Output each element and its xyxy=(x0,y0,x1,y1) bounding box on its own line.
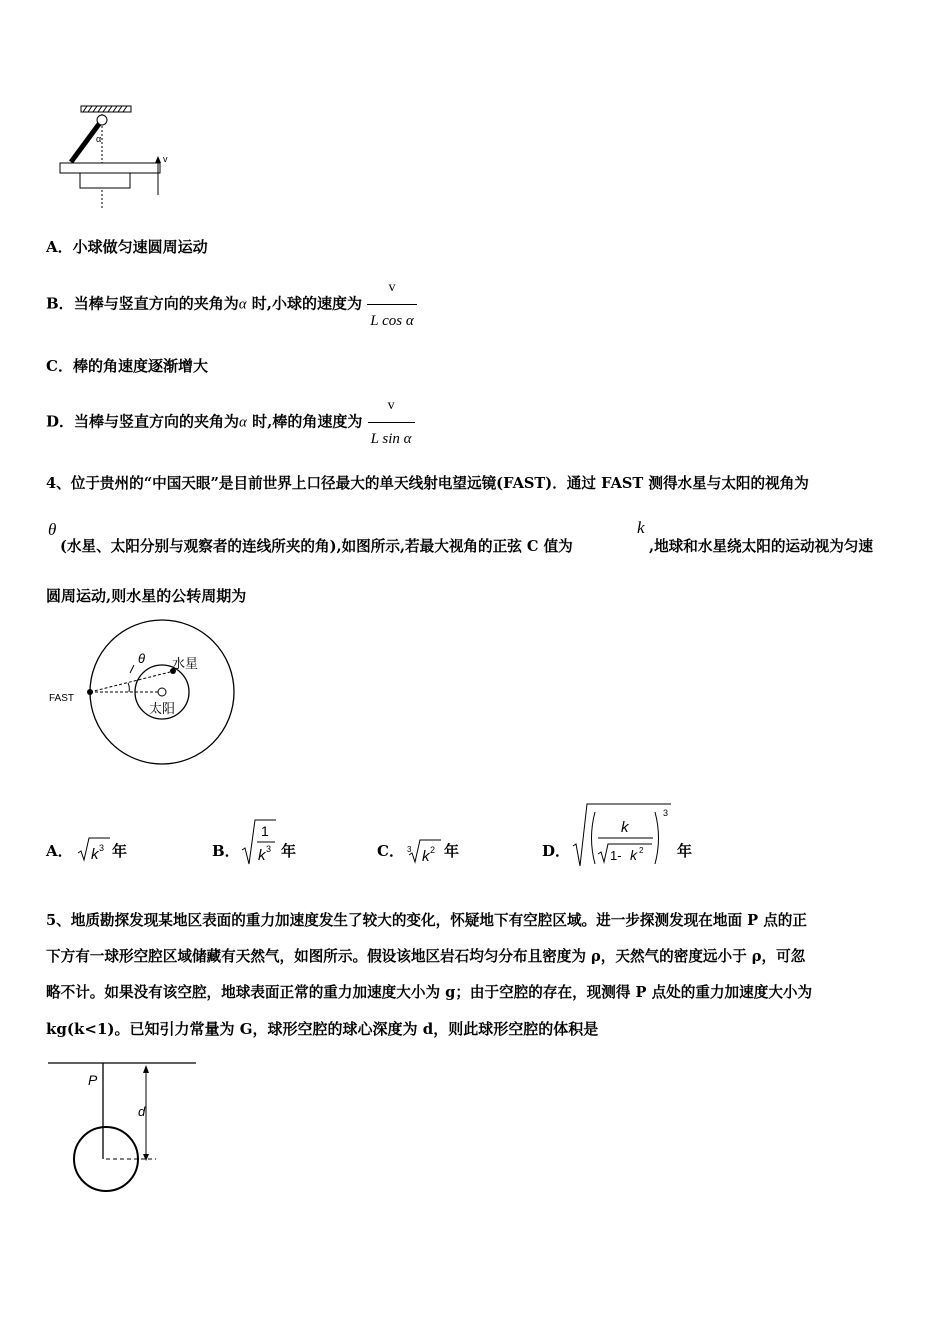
option-text: 小球做匀速圆周运动 xyxy=(72,238,208,256)
option-label: D． xyxy=(542,842,571,860)
option-label: B． xyxy=(46,294,74,313)
alpha-symbol: α xyxy=(239,414,247,431)
svg-text:2: 2 xyxy=(639,846,644,855)
q5-line3: 略不计。如果没有该空腔，地球表面正常的重力加速度大小为 g；由于空腔的存在，现测得 P 点处的重力加速度大小为 xyxy=(46,984,813,1001)
fast-label: FAST xyxy=(49,693,75,704)
option-a-expr xyxy=(76,834,112,866)
svg-text:k: k xyxy=(422,848,430,865)
option-label: A． xyxy=(46,238,73,256)
theta-symbol: θ xyxy=(48,520,57,539)
option-d-unit: 年 xyxy=(677,842,693,860)
q3-option-a xyxy=(46,236,208,257)
svg-text:k: k xyxy=(258,847,266,864)
option-label: B． xyxy=(212,842,240,860)
option-c-unit: 年 xyxy=(444,842,460,860)
k-symbol: k xyxy=(637,518,645,537)
svg-text:k: k xyxy=(630,847,637,863)
q4-stem-line3: 圆周运动,则水星的公转周期为 xyxy=(46,587,247,605)
option-label: C． xyxy=(46,357,73,375)
q5-line4: kg(k<1)。已知引力常量为 G，球形空腔的球心深度为 d，则此球形空腔的体积是 xyxy=(46,1020,599,1038)
q4-option-b xyxy=(212,840,240,861)
svg-text:3: 3 xyxy=(266,844,272,854)
q3-option-b: B．当棒与竖直方向的夹角为α 时,小球的速度为 $\frac{v}{\text{L cos α}}$ xyxy=(46,272,417,337)
svg-text:2: 2 xyxy=(430,845,436,855)
q5-line1: 5、地质勘探发现某地区表面的重力加速度发生了较大的变化，怀疑地下有空腔区域。进一步探测发现在地面 P 点的正 xyxy=(46,912,807,929)
svg-text:3: 3 xyxy=(407,845,412,854)
q5-line2: 下方有一球形空腔区域储藏有天然气，如图所示。假设该地区岩石均匀分布且密度为 ρ，天然气的密度远小于 ρ，可忽 xyxy=(46,948,806,965)
fraction-v-over-lcos: $\frac{v}{\text{L cos α}}$ xyxy=(367,272,416,337)
d-label: d xyxy=(138,1104,146,1119)
option-label: A． xyxy=(46,842,73,860)
alpha-label: α xyxy=(96,134,102,144)
option-b-expr xyxy=(240,816,280,868)
rod-ball-figure xyxy=(55,100,185,215)
option-a-unit: 年 xyxy=(112,842,128,860)
q3-option-c xyxy=(46,355,208,376)
mercury-label: 水星 xyxy=(172,656,199,671)
q4-stem-line1: 4、位于贵州的“中国天眼”是目前世界上口径最大的单天线射电望远镜(FAST)．通过 FAST 测得水星与太阳的视角为 xyxy=(46,475,809,492)
alpha-symbol: α xyxy=(238,296,247,313)
option-text: 棒的角速度逐渐增大 xyxy=(72,357,208,375)
q3-option-d: D．当棒与竖直方向的夹角为α 时,棒的角速度为 $\frac{v}{\text{L sin α}}$ xyxy=(46,390,415,455)
q5-stem xyxy=(46,903,906,1047)
svg-text:3: 3 xyxy=(99,843,105,853)
svg-text:k: k xyxy=(91,846,99,863)
q4-stem-line2a: (水星、太阳分别与观察者的连线所夹的角),如图所示,若最大视角的正弦 C 值为 xyxy=(60,538,573,555)
q4-option-c xyxy=(377,840,404,861)
svg-text:1: 1 xyxy=(261,823,269,839)
fraction-v-over-lsin: $\frac{v}{\text{L sin α}}$ xyxy=(368,390,415,455)
option-label: C． xyxy=(377,842,404,860)
orbit-figure xyxy=(46,615,246,770)
svg-text:1-: 1- xyxy=(610,848,622,863)
sun-label: 太阳 xyxy=(149,701,176,716)
q4-stem-line2b: ,地球和水星绕太阳的运动视为匀速 xyxy=(649,538,873,555)
theta-label: θ xyxy=(138,651,146,666)
v-label: v xyxy=(163,154,168,164)
svg-text:k: k xyxy=(621,819,629,836)
svg-text:3: 3 xyxy=(663,808,669,818)
cavity-figure xyxy=(46,1055,206,1195)
option-b-unit: 年 xyxy=(281,842,297,860)
option-label: D． xyxy=(46,412,75,431)
option-d-expr xyxy=(571,802,675,870)
option-c-expr xyxy=(405,834,443,866)
q4-option-a xyxy=(46,840,73,861)
q4-option-d xyxy=(542,840,570,861)
p-label: P xyxy=(88,1072,98,1088)
